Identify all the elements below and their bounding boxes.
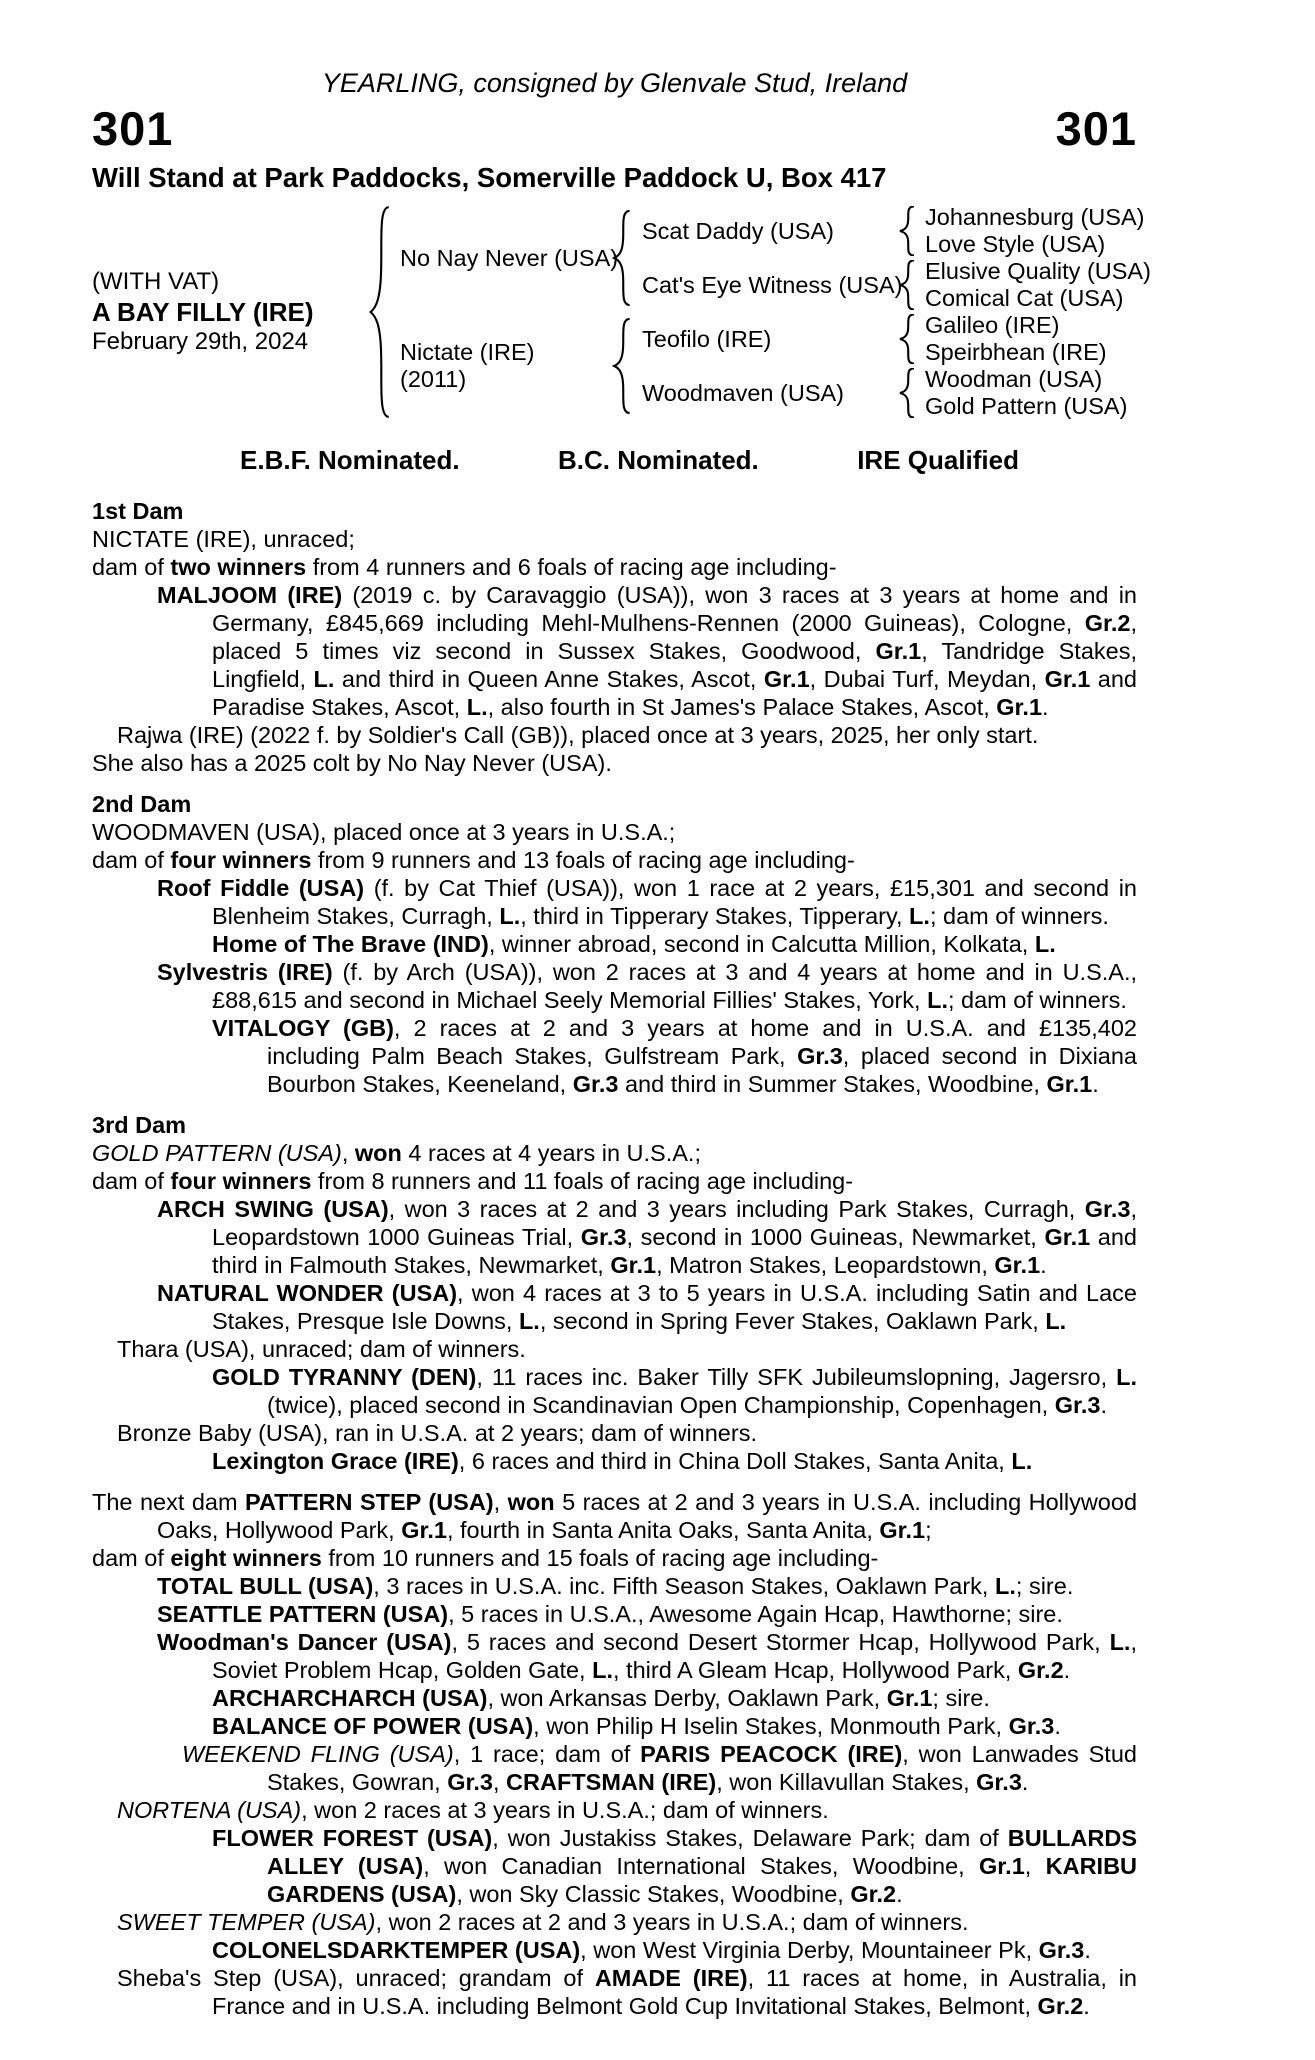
bold-text: ARCHARCHARCH (USA) [212,1685,488,1711]
bold-text: Gr.1 [763,666,810,692]
bold-text: four winners [170,847,312,873]
bold-text: Gr.3 [447,1769,493,1795]
plain-text: , won 2 races at 2 and 3 years in U.S.A.; dam of winners. [375,1909,969,1935]
ancestor-name: Johannesburg (USA) [925,204,1145,230]
bold-text: Lexington Grace (IRE) [212,1448,459,1474]
section-heading: 2nd Dam [92,791,192,817]
bold-text: eight winners [170,1545,322,1571]
bold-text: Gr.1 [610,1252,657,1278]
bold-text: four winners [170,1168,312,1194]
sire-branch [394,204,1151,312]
section-heading: 1st Dam [92,498,184,524]
plain-text: , won Philip H Iselin Stakes, Monmouth Park, [533,1713,1009,1739]
plain-text: ; dam of winners. [947,987,1127,1013]
plain-text: , 3 races in U.S.A. inc. Fifth Season Stakes, Oaklawn Park, [373,1573,995,1599]
plain-text: , fourth in Santa Anita Oaks, Santa Anita, [446,1517,880,1543]
bold-text: Gr.1 [401,1517,447,1543]
pedigree-brace-icon [612,210,634,306]
dam-name: Nictate (IRE) [400,339,535,365]
plain-text: , [493,1489,508,1515]
great-grandparents [918,258,1151,312]
bold-text: COLONELSDARKTEMPER (USA) [212,1937,581,1963]
lot-number-left: 301 [92,102,174,155]
lot-number-row [92,104,1137,154]
maternal-granddam-name: Woodmaven (USA) [642,379,844,406]
catalogue-paragraph [182,1740,1137,1796]
plain-text: , second in 1000 Guineas, Newmarket, [626,1224,1045,1250]
catalogue-paragraph [212,1684,1137,1712]
bold-text: Woodman's Dancer (USA) [157,1629,452,1655]
ancestor-name: Woodman (USA) [925,366,1103,392]
maternal-granddam-branch [634,366,1127,420]
bold-text: Gr.3 [1038,1937,1085,1963]
plain-text: , placed second in Dixiana Bourbon Stakes, Keeneland, [267,1043,1138,1097]
bold-text: won [507,1489,555,1515]
pedigree-brace-icon [898,368,918,418]
plain-text: , [492,1769,507,1795]
pedigree-brace-icon [898,260,918,310]
bold-text: Gr.2 [1084,610,1131,636]
plain-text: , [341,1140,355,1166]
plain-text: . [1021,1769,1029,1795]
bold-text: two winners [170,554,307,580]
great-grandparents [918,366,1127,420]
bold-text: GOLD TYRANNY (DEN) [212,1364,477,1390]
dam-grandparents [634,312,1127,420]
bold-text: L. [592,1657,613,1683]
catalogue-paragraph [157,581,1138,721]
plain-text: ; dam of winners. [929,903,1109,929]
bold-text: PARIS PEACOCK (IRE) [640,1741,903,1767]
bold-text: Gr.1 [1044,666,1091,692]
catalogue-paragraph [212,1936,1137,1964]
dam-year: (2011) [400,366,467,392]
bold-text: SEATTLE PATTERN (USA) [157,1601,449,1627]
paternal-grandsire-branch [634,204,1151,258]
bold-text: VITALOGY (GB) [212,1015,394,1041]
catalogue-paragraph [117,721,1137,749]
plain-text: , won Killavullan Stakes, [716,1769,977,1795]
catalogue-paragraph [117,1796,1137,1824]
lot-number-right: 301 [1055,102,1137,155]
plain-text: . [1040,1252,1047,1278]
plain-text: . [1100,1392,1108,1418]
italic-text: WEEKEND FLING (USA) [182,1741,454,1767]
ancestor-name: Love Style (USA) [925,231,1106,257]
catalogue-paragraph [92,553,1137,581]
catalogue-paragraph [117,1419,1137,1447]
bold-text: Gr.2 [1017,1657,1064,1683]
bold-text: L. [499,903,521,929]
plain-text: and third in Queen Anne Stakes, Ascot, [334,666,764,692]
plain-text: The next dam [92,1489,246,1515]
plain-text: ; sire. [1015,1573,1074,1599]
plain-text: Sheba's Step (USA), unraced; grandam of [117,1965,595,1991]
plain-text: 4 races at 4 years in U.S.A.; [401,1140,701,1166]
catalogue-section [92,1488,1137,2020]
pedigree-generations [394,204,1151,420]
plain-text: dam of [92,847,171,873]
catalogue-paragraph [212,930,1137,958]
plain-text: , Leopardstown 1000 Guineas Trial, [212,1196,1137,1250]
bold-text: Gr.1 [996,694,1043,720]
plain-text: (f. by Arch (USA)), won 2 races at 3 and 4 years at home and in U.S.A., £88,615 and second in Michael Seely Memorial Fillies' Stakes, York, [212,959,1138,1013]
plain-text: , won West Virginia Derby, Mountaineer Pk, [580,1937,1039,1963]
catalogue-paragraph [157,1195,1137,1279]
pedigree-brace-icon [612,318,634,414]
catalogue-paragraph [157,1600,1137,1628]
plain-text: , won Canadian International Stakes, Woodbine, [423,1853,980,1879]
catalogue-paragraph [92,1488,1138,1544]
bold-text: Gr.1 [1046,1071,1093,1097]
catalogue-paragraph [92,525,1137,553]
bold-text: KARIBU GARDENS (USA) [267,1853,1138,1907]
plain-text: . [1083,1993,1090,2019]
plain-text: . [1063,1657,1071,1683]
bold-text: BALANCE OF POWER (USA) [212,1713,534,1739]
ire-qualified-label: IRE Qualified [857,445,1019,475]
plain-text: NICTATE (IRE), unraced; [92,526,355,552]
plain-text: , 5 races in U.S.A., Awesome Again Hcap, Hawthorne; sire. [448,1601,1063,1627]
bold-text: L. [1109,1629,1131,1655]
bold-text: L. [1116,1364,1138,1390]
vat-note: (WITH VAT) [92,268,220,295]
bold-text: Gr.1 [879,1517,926,1543]
plain-text: from 8 runners and 11 foals of racing age including- [311,1168,854,1194]
plain-text: , won 2 races at 3 years in U.S.A.; dam of winners. [301,1797,829,1823]
bold-text: Gr.2 [1037,1993,1084,2019]
bold-text: won [354,1140,402,1166]
bold-text: Gr.1 [886,1685,933,1711]
bold-text: L. [1011,1448,1033,1474]
catalogue-paragraph [212,1014,1138,1098]
plain-text: She also has a 2025 colt by No Nay Never (USA). [92,750,612,776]
plain-text: , won Sky Classic Stakes, Woodbine, [456,1881,851,1907]
plain-text: Bronze Baby (USA), ran in U.S.A. at 2 years; dam of winners. [117,1420,757,1446]
sire-name: No Nay Never (USA) [400,244,619,271]
catalogue-section [92,1111,1137,1475]
bold-text: Gr.3 [1008,1713,1055,1739]
bold-text: CRAFTSMAN (IRE) [506,1769,717,1795]
catalogue-paragraph [157,958,1138,1014]
maternal-grandsire-name: Teofilo (IRE) [642,325,772,352]
stand-location-line: Will Stand at Park Paddocks, Somerville Paddock U, Box 417 [92,162,887,193]
plain-text: 5 races at 2 and 3 years in U.S.A. including Hollywood Oaks, Hollywood Park, [157,1489,1138,1543]
consignor-line: YEARLING, consigned by Glenvale Stud, Ireland [321,68,908,98]
bold-text: Gr.2 [850,1881,897,1907]
plain-text: , won Arkansas Derby, Oaklawn Park, [487,1685,887,1711]
catalogue-section [92,790,1137,1098]
plain-text: dam of [92,1168,171,1194]
bold-text: L. [1045,1308,1067,1334]
italic-text: GOLD PATTERN (USA) [92,1140,342,1166]
catalogue-paragraph [157,1279,1137,1335]
bold-text: AMADE (IRE) [594,1965,748,1991]
nomination-line [240,445,1019,475]
bold-text: Home of The Brave (IND) [212,931,489,957]
bold-text: Gr.1 [994,1252,1041,1278]
plain-text: , Dubai Turf, Meydan, [809,666,1045,692]
ancestor-name: Comical Cat (USA) [925,285,1124,311]
plain-text: , [1024,1853,1046,1879]
dam-name-block [394,339,612,393]
plain-text: and Paradise Stakes, Ascot, [212,666,1137,720]
horse-name: A BAY FILLY (IRE) [92,297,314,327]
catalogue-paragraph [157,1628,1137,1684]
maternal-grandsire-branch [634,312,1127,366]
ancestor-name: Speirbhean (IRE) [925,339,1107,365]
bold-text: L. [313,666,335,692]
italic-text: SWEET TEMPER (USA) [117,1909,376,1935]
paternal-grandsire-name: Scat Daddy (USA) [642,217,834,244]
catalogue-section [92,497,1137,777]
plain-text: , also fourth in St James's Palace Stakes, Ascot, [487,694,997,720]
pedigree-tree [92,204,1151,420]
plain-text: , third in Tipperary Stakes, Tipperary, [520,903,910,929]
catalogue-paragraph [117,1964,1137,2020]
bold-text: L. [927,987,948,1013]
great-grandparents [918,204,1144,258]
plain-text: , 11 races inc. Baker Tilly SFK Jubileumslopning, Jagersro, [476,1364,1117,1390]
ancestor-name: Elusive Quality (USA) [925,258,1151,284]
catalogue-paragraph [92,749,1137,777]
catalogue-paragraph [92,1544,1137,1572]
plain-text: , Soviet Problem Hcap, Golden Gate, [212,1629,1137,1683]
section-heading: 3rd Dam [92,1112,187,1138]
bold-text: TOTAL BULL (USA) [157,1573,374,1599]
plain-text: , third A Gleam Hcap, Hollywood Park, [613,1657,1018,1683]
plain-text: . [1092,1071,1099,1097]
pedigree-brace-icon [898,206,918,256]
catalogue-paragraph [157,1572,1137,1600]
bold-text: Sylvestris (IRE) [157,959,333,985]
bold-text: L. [909,903,930,929]
plain-text: , won Justakiss Stakes, Delaware Park; dam of [492,1825,1008,1851]
bold-text: Gr.1 [979,1853,1025,1879]
plain-text: , Matron Stakes, Leopardstown, [656,1252,995,1278]
ancestor-name: Galileo (IRE) [925,312,1060,338]
plain-text: . [1042,694,1049,720]
plain-text: Rajwa (IRE) (2022 f. by Soldier's Call (GB)), placed once at 3 years, 2025, her only start. [117,722,1039,748]
great-grandparents [918,312,1107,366]
pedigree-brace-icon [368,205,394,419]
catalogue-paragraph [117,1335,1137,1363]
bold-text: Gr.3 [1054,1392,1101,1418]
bold-text: ARCH SWING (USA) [157,1196,389,1222]
bold-text: FLOWER FOREST (USA) [212,1825,493,1851]
bold-text: Gr.3 [580,1224,627,1250]
bold-text: Roof Fiddle (USA) [157,875,365,901]
plain-text: . [1084,1937,1091,1963]
plain-text: and third in Summer Stakes, Woodbine, [618,1071,1047,1097]
plain-text: , second in Spring Fever Stakes, Oaklawn Park, [539,1308,1046,1334]
bold-text: Gr.1 [875,638,922,664]
ebf-nominated-label: E.B.F. Nominated. [240,445,460,475]
catalogue-paragraph [212,1824,1138,1908]
bold-text: NATURAL WONDER (USA) [157,1280,458,1306]
catalogue-paragraph [92,1139,1137,1167]
catalogue-paragraph [92,818,1137,846]
plain-text: ; sire. [932,1685,990,1711]
plain-text: WOODMAVEN (USA), placed once at 3 years in U.S.A.; [92,819,676,845]
plain-text: dam of [92,554,171,580]
bold-text: Gr.3 [572,1071,619,1097]
plain-text: , 2 races at 2 and 3 years at home and in U.S.A. and £135,402 including Palm Beach Stakes, Gulfstream Park, [267,1015,1137,1069]
dam-branch [394,312,1151,420]
plain-text: , 1 race; dam of [453,1741,641,1767]
plain-text: , 5 races and second Desert Stormer Hcap, Hollywood Park, [451,1629,1110,1655]
catalogue-paragraph [157,874,1137,930]
plain-text: , 11 races at home, in Australia, in France and in U.S.A. including Belmont Gold Cup Invitational Stakes, Belmont, [212,1965,1137,2019]
plain-text: (twice), placed second in Scandinavian Open Championship, Copenhagen, [267,1392,1055,1418]
plain-text: , won Lanwades Stud Stakes, Gowran, [267,1741,1137,1795]
plain-text: ; [925,1517,932,1543]
sire-grandparents [634,204,1151,312]
catalogue-body [92,497,1137,2020]
bold-text: Gr.3 [976,1769,1022,1795]
plain-text: . [896,1881,903,1907]
catalogue-paragraph [212,1447,1137,1475]
ancestor-name: Gold Pattern (USA) [925,393,1128,419]
plain-text: (2019 c. by Caravaggio (USA)), won 3 races at 3 years at home and in Germany, £845,669 including Mehl-Mulhens-Rennen (2000 Guineas), Cologne, [212,582,1137,636]
catalogue-paragraph [212,1363,1138,1419]
bold-text: PATTERN STEP (USA) [245,1489,494,1515]
plain-text: from 10 runners and 15 foals of racing age including- [321,1545,879,1571]
paternal-granddam-branch [634,258,1151,312]
plain-text: from 9 runners and 13 foals of racing age including- [311,847,855,873]
pedigree-brace-icon [898,314,918,364]
plain-text: dam of [92,1545,171,1571]
plain-text: , winner abroad, second in Calcutta Million, Kolkata, [488,931,1035,957]
plain-text: . [1054,1713,1061,1739]
bold-text: Gr.1 [1044,1224,1091,1250]
bold-text: MALJOOM (IRE) [157,582,343,608]
plain-text: Thara (USA), unraced; dam of winners. [117,1336,526,1362]
bold-text: Gr.3 [1084,1196,1131,1222]
bold-text: L. [518,1308,540,1334]
catalogue-paragraph [92,1167,1137,1195]
catalogue-paragraph [117,1908,1137,1936]
foal-date: February 29th, 2024 [92,328,309,355]
catalogue-paragraph [92,846,1137,874]
subject-info [92,267,368,357]
catalogue-paragraph [212,1712,1137,1740]
plain-text: , won 4 races at 3 to 5 years in U.S.A. including Satin and Lace Stakes, Presque Isle Downs, [212,1280,1137,1334]
plain-text: (f. by Cat Thief (USA)), won 1 race at 2 years, £15,301 and second in Blenheim Stakes, Curragh, [212,875,1137,929]
plain-text: , Tandridge Stakes, Lingfield, [212,638,1138,692]
italic-text: NORTENA (USA) [117,1797,302,1823]
plain-text: , placed 5 times viz second in Sussex Stakes, Goodwood, [212,610,1137,664]
plain-text: from 4 runners and 6 foals of racing age including- [306,554,837,580]
paternal-granddam-name: Cat's Eye Witness (USA) [642,271,903,298]
plain-text: , won 3 races at 2 and 3 years including Park Stakes, Curragh, [388,1196,1085,1222]
bold-text: L. [1034,931,1056,957]
plain-text: and third in Falmouth Stakes, Newmarket, [212,1224,1137,1278]
bold-text: L. [466,694,488,720]
bold-text: Gr.3 [797,1043,843,1069]
bold-text: L. [995,1573,1016,1599]
bc-nominated-label: B.C. Nominated. [557,445,759,475]
bold-text: BULLARDS ALLEY (USA) [267,1825,1137,1879]
plain-text: , 6 races and third in China Doll Stakes, Santa Anita, [458,1448,1012,1474]
